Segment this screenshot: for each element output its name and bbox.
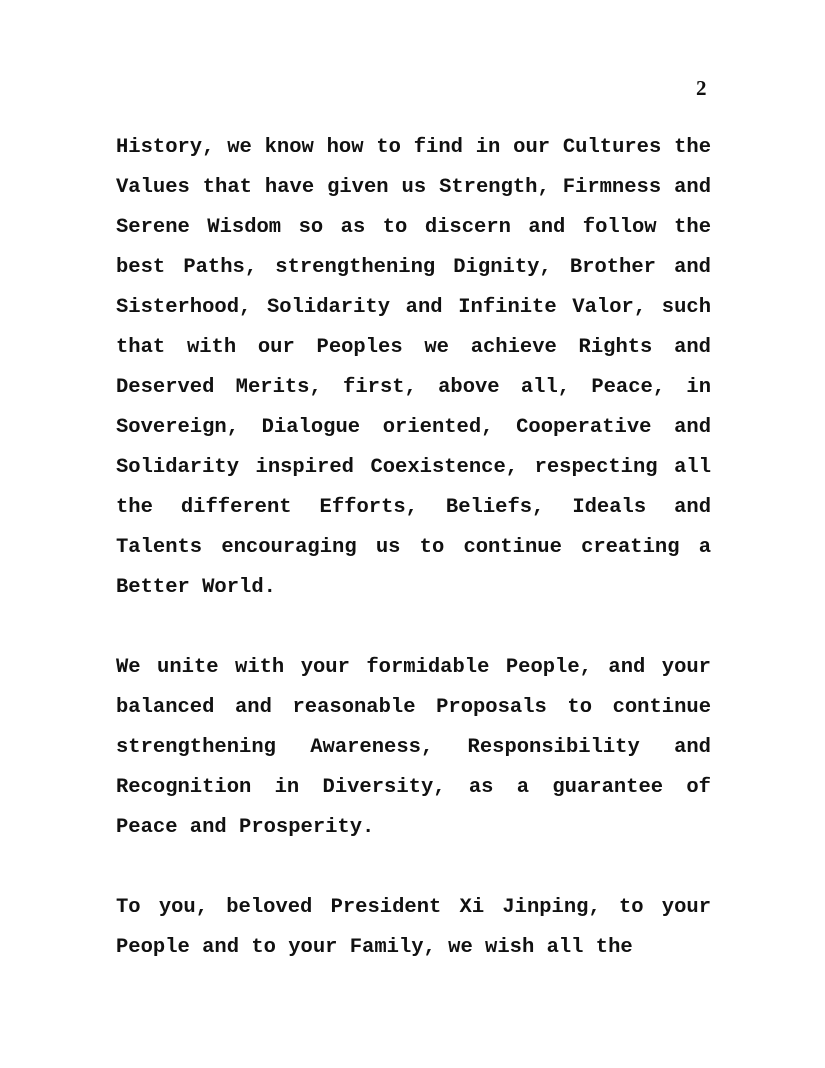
paragraph-history: History, we know how to find in our Cultures the Values that have given us Strength, Firmness and Serene Wisdom so as to discern and follow the best Paths, strengthening Dignity, Brother and Sisterhood, Solidarity and Infinite Valor, such that with our Peoples we achieve Rights and Deserved Merits, first, above all, Peace, in Sovereign, Dialogue oriented, Cooperative and Solidarity inspired Coexistence, respecting all the different Efforts, Beliefs, Ideals and Talents encouraging us to continue creating a Better World. (116, 136, 711, 599)
letter-body (116, 128, 711, 1008)
page-number: 2 (696, 76, 707, 100)
paragraph-wishes: To you, beloved President Xi Jinping, to your People and to your Family, we wish all the (116, 896, 711, 959)
paragraph-unite: We unite with your formidable People, and your balanced and reasonable Proposals to continue strengthening Awareness, Responsibility and Recognition in Diversity, as a guarantee of Peace and Prosperity. (116, 656, 711, 839)
